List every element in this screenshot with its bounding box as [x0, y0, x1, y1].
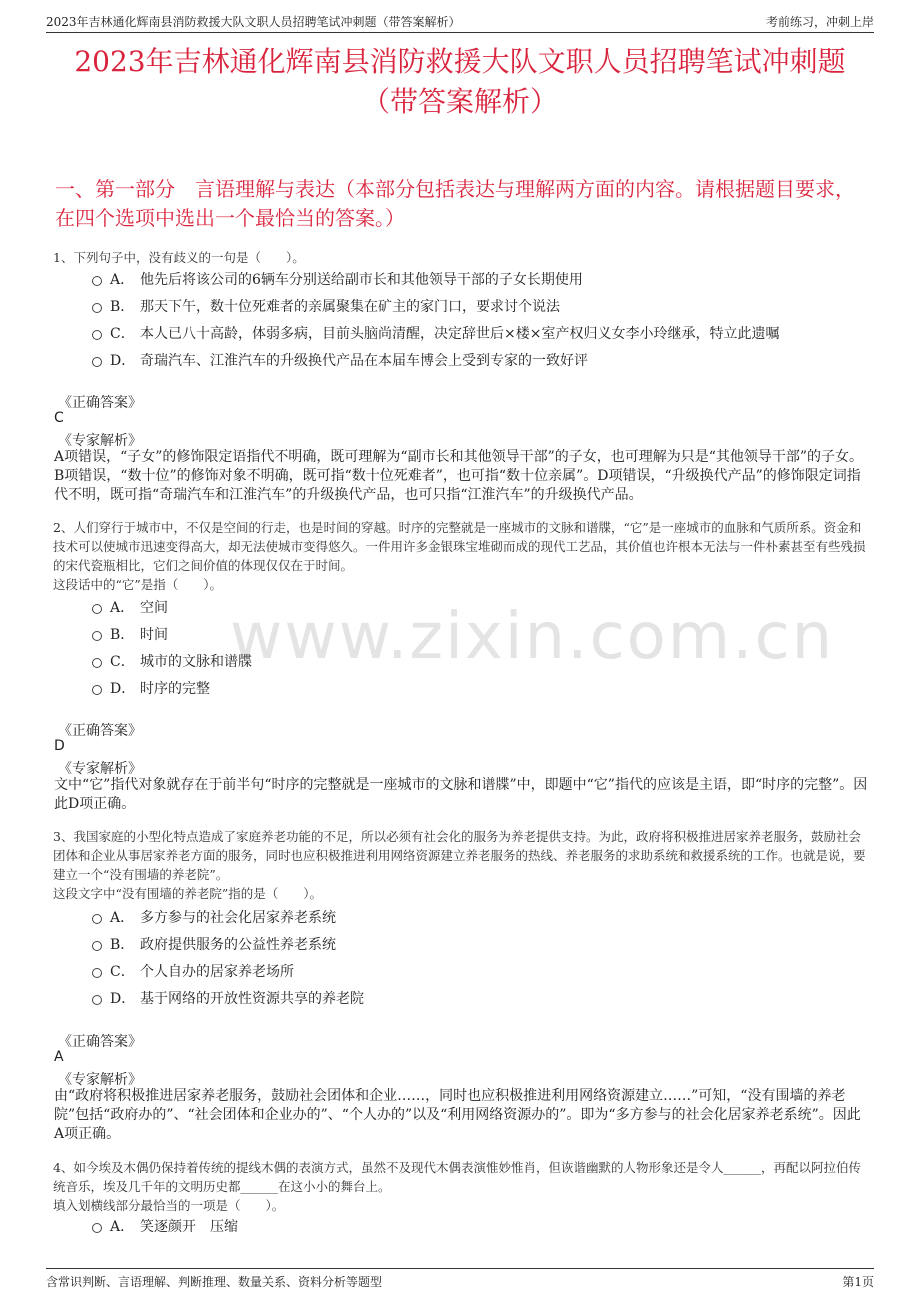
question-3-option-b[interactable]: B． 政府提供服务的公益性养老系统 [92, 935, 336, 955]
question-3-stem [53, 827, 868, 903]
question-4-stem [53, 1158, 868, 1215]
question-3-option-c[interactable]: C． 个人自办的居家养老场所 [92, 962, 294, 982]
question-2-option-b[interactable]: B． 时间 [92, 625, 168, 645]
question-2-option-a[interactable]: A． 空间 [92, 598, 168, 618]
page-number: 第1页 [842, 1275, 874, 1289]
question-3-prompt: 这段文字中“没有围墙的养老院”指的是（ ）。 [53, 886, 323, 901]
question-2-option-d[interactable]: D． 时序的完整 [92, 679, 210, 699]
page-header [46, 10, 874, 33]
header-doc-title: 2023年吉林通化辉南县消防救援大队文职人员招聘笔试冲刺题（带答案解析） [46, 15, 461, 29]
question-1-answer: C [54, 410, 64, 426]
answer-label: 《正确答案》 [58, 723, 142, 739]
title-line-2: （带答案解析） [361, 85, 558, 118]
question-3-passage: 3、我国家庭的小型化特点造成了家庭养老功能的不足，所以必须有社会化的服务为养老提供支持。为此，政府将积极推进居家养老服务，鼓励社会团体和企业从事居家养老方面的服务，同时也应积极推进利用网络资源建立养老服务的热线、养老服务的求助系统和救援系统的工作。也就是说，要建立一个“没有围墙的养老院”。 [53, 829, 866, 882]
radio-icon[interactable] [92, 995, 102, 1005]
question-3-analysis: 由“政府将积极推进居家养老服务，鼓励社会团体和企业……，同时也应积极推进利用网络资源建立……”可知，“没有围墙的养老院”包括“政府办的”、“社会团体和企业办的”、“个人办的”以及“利用网络资源办的”。即为“多方参与的社会化居家养老系统”。因此A项正确。 [54, 1088, 861, 1142]
question-1-option-d[interactable]: D． 奇瑞汽车、江淮汽车的升级换代产品在本届车博会上受到专家的一致好评 [92, 351, 588, 371]
question-4-option-a[interactable]: A． 笑逐颜开 压缩 [92, 1217, 238, 1237]
question-3-option-d[interactable]: D． 基于网络的开放性资源共享的养老院 [92, 989, 364, 1009]
question-4-passage: 4、如今埃及木偶仍保持着传统的提线木偶的表演方式，虽然不及现代木偶表演惟妙惟肖，但诙谐幽默的人物形象还是令人______，再配以阿拉伯传统音乐，埃及几千年的文明历史都______在这小小的舞台上。 [53, 1160, 861, 1194]
page-footer [46, 1268, 874, 1291]
radio-icon[interactable] [92, 276, 102, 286]
radio-icon[interactable] [92, 685, 102, 695]
footer-question-types: 含常识判断、言语理解、判断推理、数量关系、资料分析等题型 [46, 1275, 383, 1289]
title-line-1: 2023年吉林通化辉南县消防救援大队文职人员招聘笔试冲刺题 [74, 45, 846, 78]
question-4-prompt: 填入划横线部分最恰当的一项是（ ）。 [53, 1198, 285, 1213]
radio-icon[interactable] [92, 330, 102, 340]
header-slogan: 考前练习，冲刺上岸 [765, 15, 874, 29]
radio-icon[interactable] [92, 357, 102, 367]
watermark: www.zixin.com.cn [230, 600, 835, 674]
question-3-option-a[interactable]: A． 多方参与的社会化居家养老系统 [92, 908, 336, 928]
question-2-stem [53, 518, 868, 594]
question-1-option-c[interactable]: C． 本人已八十高龄，体弱多病，目前头脑尚清醒，决定辞世后×楼×室产权归义女李小玲继承，特立此遗嘱 [92, 324, 779, 344]
analysis-label: 《专家解析》 [58, 761, 142, 777]
analysis-label: 《专家解析》 [58, 433, 142, 449]
section-heading: 一、第一部分 言语理解与表达（本部分包括表达与理解两方面的内容。请根据题目要求，在四个选项中选出一个最恰当的答案。） [55, 177, 855, 230]
radio-icon[interactable] [92, 303, 102, 313]
answer-label: 《正确答案》 [58, 395, 142, 411]
answer-label: 《正确答案》 [58, 1034, 142, 1050]
radio-icon[interactable] [92, 968, 102, 978]
question-2-answer: D [54, 738, 65, 754]
question-1-option-b[interactable]: B． 那天下午，数十位死难者的亲属聚集在矿主的家门口，要求讨个说法 [92, 297, 560, 317]
radio-icon[interactable] [92, 1223, 102, 1233]
question-2-analysis: 文中“它”指代对象就存在于前半句“时序的完整就是一座城市的文脉和谱牒”中，即题中“它”指代的应该是主语，即“时序的完整”。因此D项正确。 [54, 777, 868, 812]
question-1-analysis: A项错误，“子女”的修饰限定语指代不明确，既可理解为“副市长和其他领导干部”的子女，也可理解为只是“其他领导干部”的子女。B项错误，“数十位”的修饰对象不明确，既可指“数十位死难者”，也可指“数十位亲属”。D项错误，“升级换代产品”的修饰限定词指代不明，既可指“奇瑞汽车和江淮汽车”的升级换代产品，也可只指“江淮汽车”的升级换代产品。 [54, 449, 864, 503]
radio-icon[interactable] [92, 658, 102, 668]
question-3-answer: A [54, 1049, 64, 1065]
analysis-label: 《专家解析》 [58, 1072, 142, 1088]
radio-icon[interactable] [92, 941, 102, 951]
radio-icon[interactable] [92, 631, 102, 641]
question-2-prompt: 这段话中的“它”是指（ ）。 [53, 577, 223, 592]
radio-icon[interactable] [92, 604, 102, 614]
question-2-option-c[interactable]: C． 城市的文脉和谱牒 [92, 652, 252, 672]
radio-icon[interactable] [92, 914, 102, 924]
question-1-stem: 1、下列句子中，没有歧义的一句是（ ）。 [53, 250, 305, 265]
question-2-passage: 2、人们穿行于城市中，不仅是空间的行走，也是时间的穿越。时序的完整就是一座城市的文脉和谱牒，“它”是一座城市的血脉和气质所系。资金和技术可以使城市迅速变得高大，却无法使城市变得悠久。一件用许多金银珠宝堆砌而成的现代工艺品，其价值也许根本无法与一件朴素甚至有些残损的宋代瓷瓶相比，它们之间价值的体现仅仅在于时间。 [53, 520, 866, 573]
document-title [40, 42, 880, 122]
question-1-option-a[interactable]: A． 他先后将该公司的6辆车分别送给副市长和其他领导干部的子女长期使用 [92, 270, 583, 290]
